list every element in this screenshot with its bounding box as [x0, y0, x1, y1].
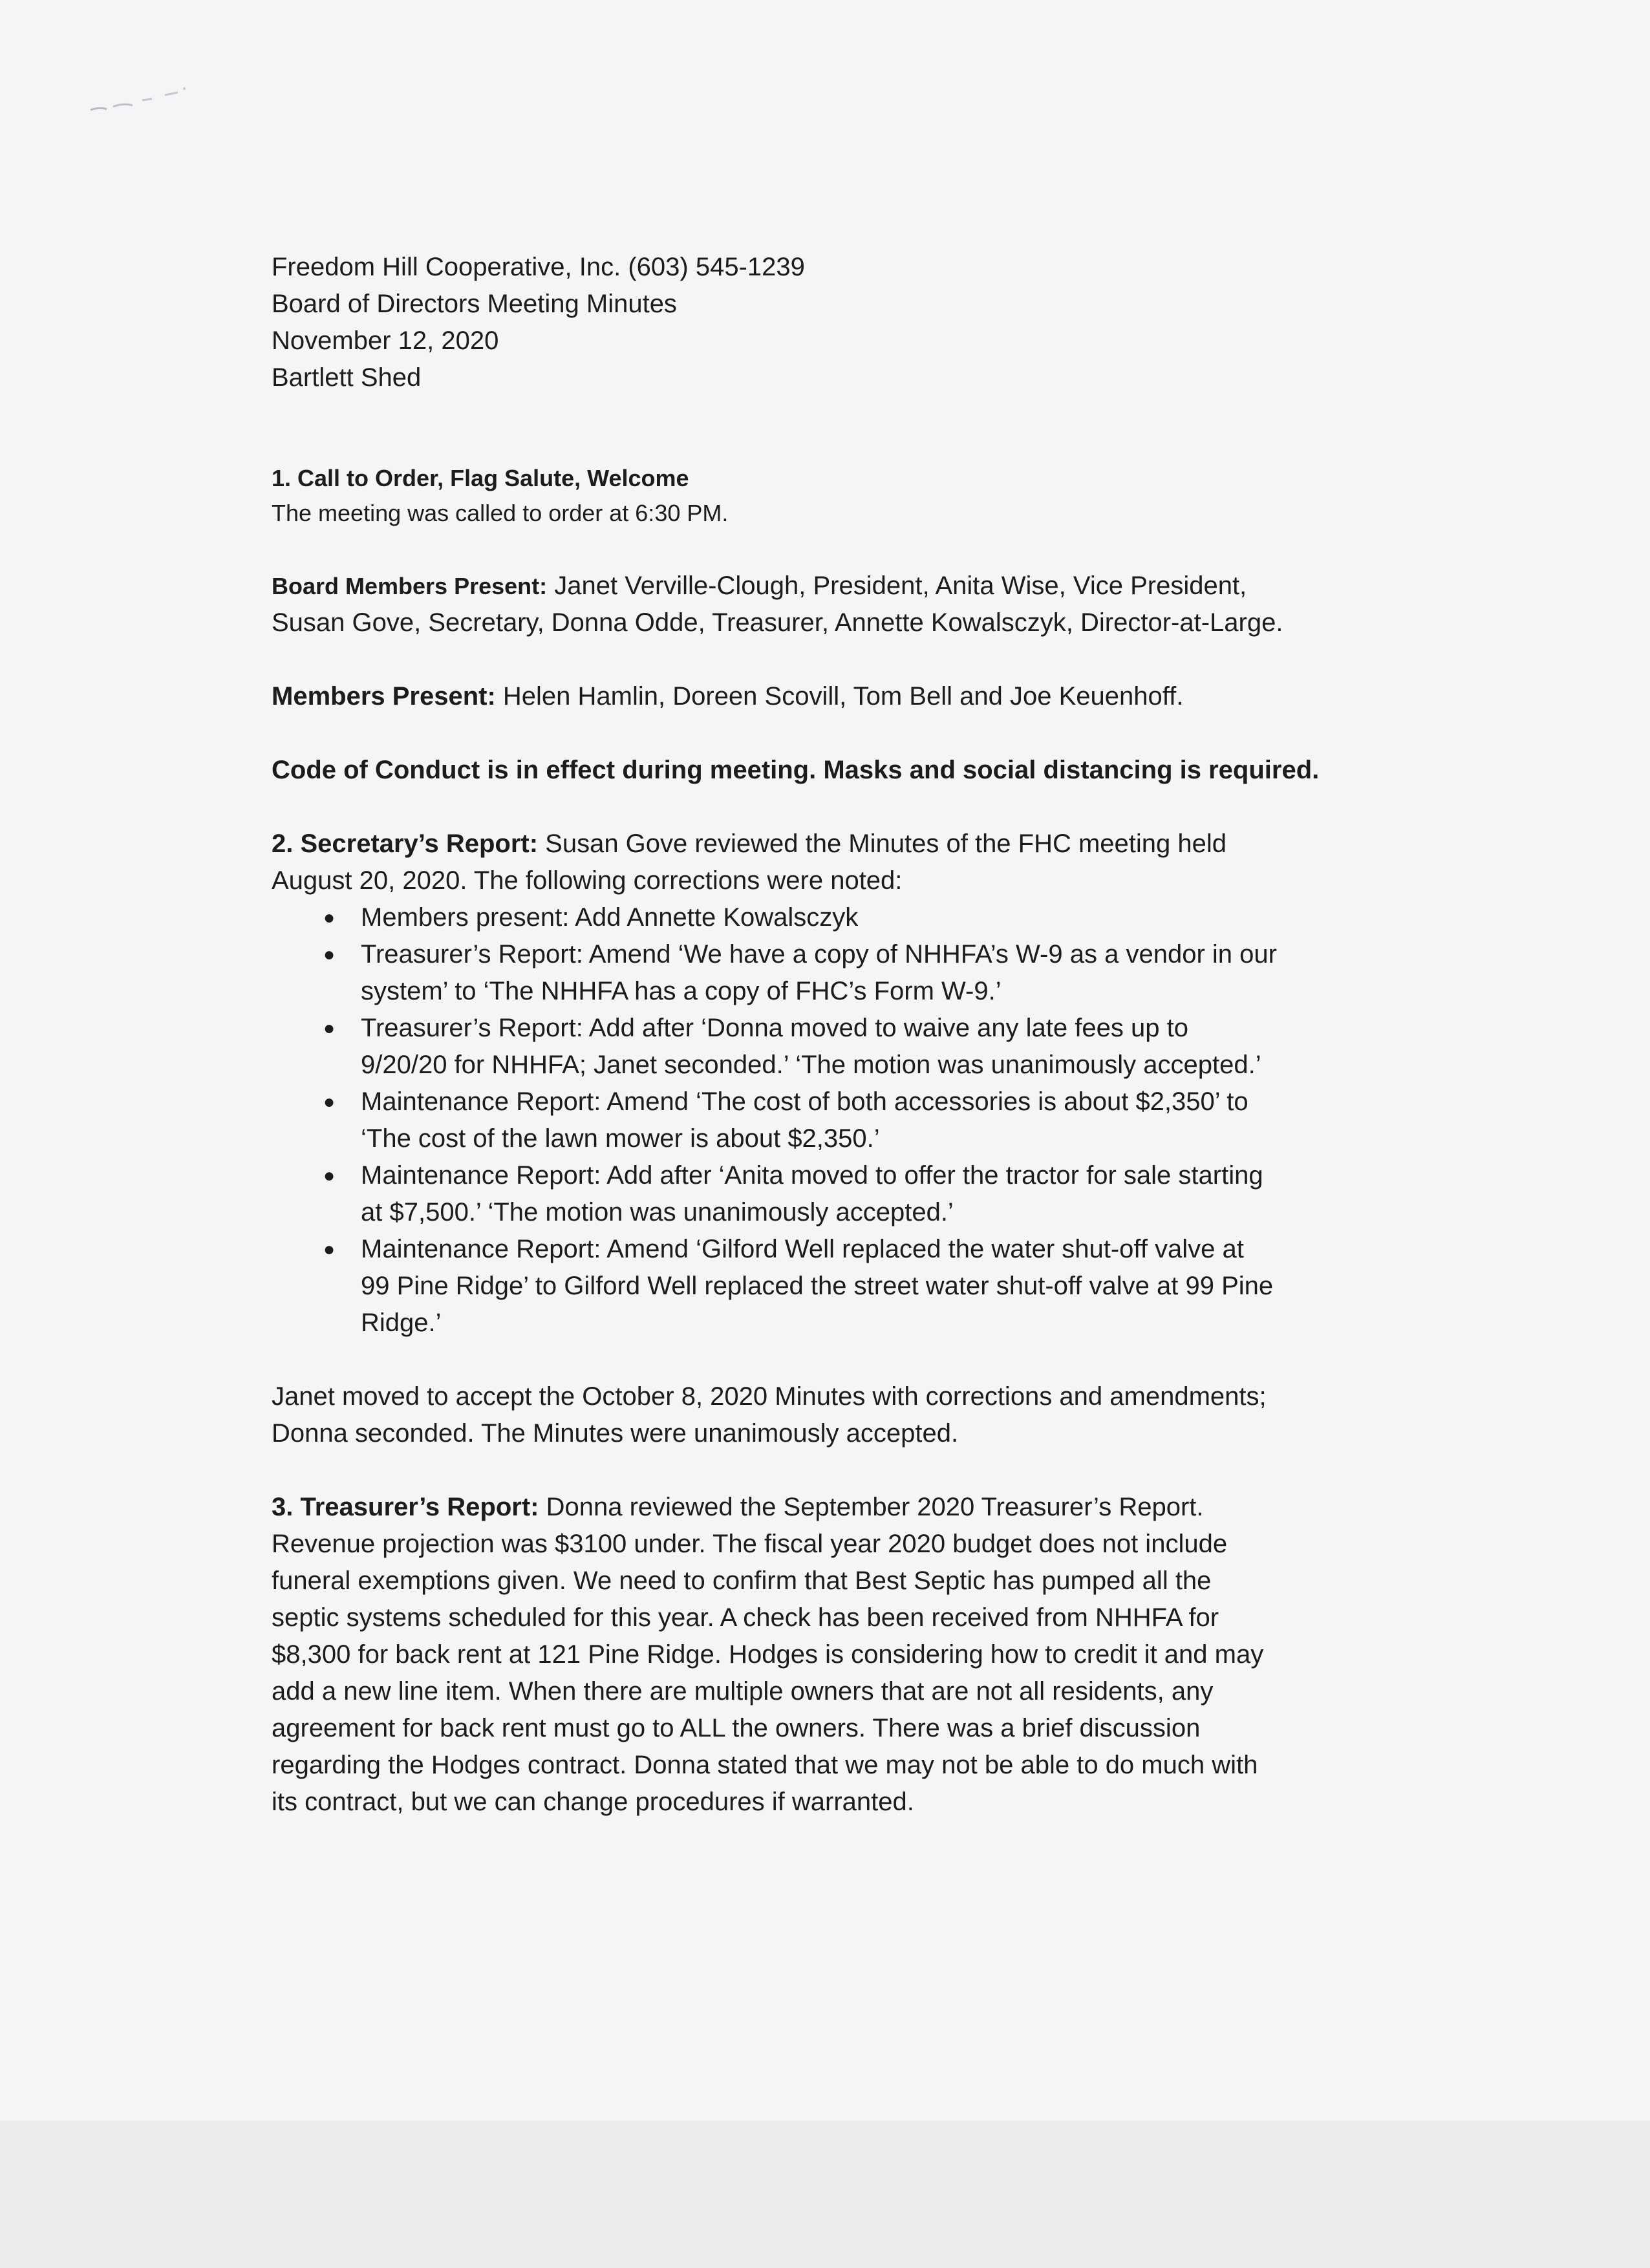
- treasurer-body-line: add a new line item. When there are multiple owners that are not all residents, any: [272, 1677, 1214, 1706]
- board-members-line-2: Susan Gove, Secretary, Donna Odde, Treasurer, Annette Kowalsczyk, Director-at-Large.: [272, 608, 1283, 637]
- scan-bottom-band: [0, 2121, 1650, 2268]
- list-item: ● Members present: Add Annette Kowalsczyk: [272, 899, 1384, 936]
- list-item: ● Maintenance Report: Amend ‘The cost of both accessories is about $2,350’ to ‘The cost of the lawn mower is about $2,350.’: [272, 1084, 1384, 1157]
- bullet-icon: ●: [323, 1165, 336, 1186]
- meeting-date: November 12, 2020: [272, 326, 499, 355]
- code-of-conduct: Code of Conduct is in effect during meeting. Masks and social distancing is required.: [272, 756, 1320, 784]
- treasurer-body-line: $8,300 for back rent at 121 Pine Ridge. Hodges is considering how to credit it and may: [272, 1640, 1264, 1669]
- members-present-names: Helen Hamlin, Doreen Scovill, Tom Bell and Joe Keuenhoff.: [495, 682, 1184, 711]
- bullet-icon: ●: [323, 1091, 336, 1113]
- scan-speck-marks: [87, 81, 197, 120]
- secretary-text-1: Susan Gove reviewed the Minutes of the FHC meeting held: [538, 829, 1227, 858]
- list-item: ● Treasurer’s Report: Amend ‘We have a copy of NHHFA’s W-9 as a vendor in our system’ to ‘The NHHFA has a copy of FHC’s Form W-9.’: [272, 936, 1384, 1010]
- secretary-label: 2. Secretary’s Report:: [272, 829, 539, 858]
- treasurer-body-line: agreement for back rent must go to ALL the owners. There was a brief discussion: [272, 1714, 1201, 1742]
- secretary-motion-2: Donna seconded. The Minutes were unanimously accepted.: [272, 1419, 959, 1448]
- secretary-line-2: August 20, 2020. The following corrections were noted:: [272, 866, 903, 895]
- list-item: ● Maintenance Report: Amend ‘Gilford Well replaced the water shut-off valve at 99 Pine Ridge’ to Gilford Well replaced the street water shut-off valve at 99 Pine Ridge.’: [272, 1231, 1384, 1342]
- bullet-icon: ●: [323, 907, 336, 928]
- treasurer-body-line: funeral exemptions given. We need to confirm that Best Septic has pumped all the: [272, 1567, 1212, 1595]
- treasurer-body-line: regarding the Hodges contract. Donna stated that we may not be able to do much with: [272, 1751, 1258, 1779]
- corrections-list: [272, 899, 1384, 1342]
- board-members-line-1: [272, 568, 1384, 604]
- bullet-icon: ●: [323, 1239, 336, 1260]
- call-to-order-text: The meeting was called to order at 6:30 PM.: [272, 500, 729, 526]
- list-item: ● Maintenance Report: Add after ‘Anita moved to offer the tractor for sale starting at $7,500.’ ‘The motion was unanimously accepted.’: [272, 1157, 1384, 1231]
- list-item: ● Treasurer’s Report: Add after ‘Donna moved to waive any late fees up to 9/20/20 for NHHFA; Janet seconded.’ ‘The motion was unanimously accepted.’: [272, 1010, 1384, 1084]
- members-present-label: Members Present:: [272, 682, 496, 711]
- treasurer-label: 3. Treasurer’s Report:: [272, 1493, 539, 1521]
- board-members-label: Board Members Present:: [272, 573, 548, 599]
- bullet-icon: ●: [323, 944, 336, 965]
- treasurer-body-line: septic systems scheduled for this year. A check has been received from NHHFA for: [272, 1603, 1219, 1632]
- secretary-motion-1: Janet moved to accept the October 8, 2020 Minutes with corrections and amendments;: [272, 1382, 1267, 1411]
- treasurer-body-line: its contract, but we can change procedures if warranted.: [272, 1788, 914, 1816]
- meeting-location: Bartlett Shed: [272, 363, 422, 392]
- document-title: Board of Directors Meeting Minutes: [272, 290, 677, 318]
- treasurer-body-line: Revenue projection was $3100 under. The fiscal year 2020 budget does not include: [272, 1530, 1228, 1558]
- treasurer-line-1: [272, 1489, 1384, 1526]
- bullet-icon: ●: [323, 1018, 336, 1039]
- secretary-line-1: [272, 826, 1384, 862]
- minutes-content: [272, 249, 1384, 1821]
- members-present-line: [272, 678, 1384, 715]
- org-line: Freedom Hill Cooperative, Inc. (603) 545-1239: [272, 253, 805, 281]
- call-to-order-heading: 1. Call to Order, Flag Salute, Welcome: [272, 465, 689, 491]
- treasurer-text-1: Donna reviewed the September 2020 Treasurer’s Report.: [539, 1493, 1204, 1521]
- board-members-names-1: Janet Verville-Clough, President, Anita Wise, Vice President,: [547, 572, 1247, 600]
